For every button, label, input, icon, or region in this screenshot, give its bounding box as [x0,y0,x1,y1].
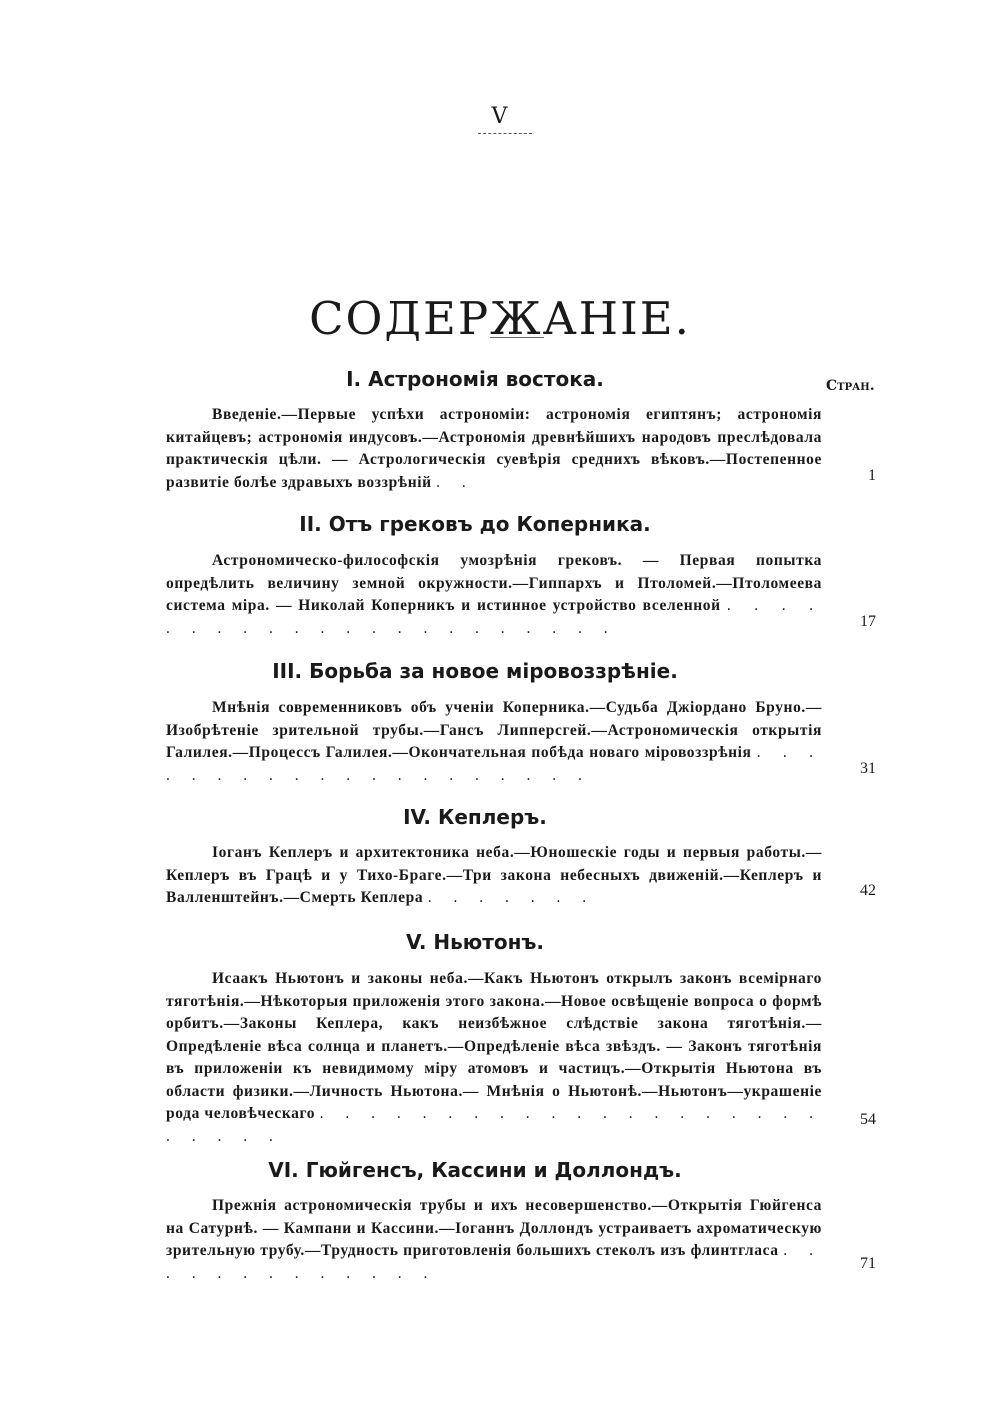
section-title-1: I. Астрономія востока. [346,367,604,391]
leader-dots: . . . . . . . [427,889,596,906]
leader-dots: . . . . . . . . . . . . . [166,1242,822,1282]
page-number-rule [478,133,532,134]
section-title-6: VI. Гюйгенсъ, Кассини и Доллондъ. [268,1158,682,1182]
section-title-5: V. Ньютонъ. [405,930,545,954]
section-page-1: 1 [868,467,876,484]
section-summary-text: Іоганъ Кеплеръ и архитектоника неба.—Юношескіе годы и первыя работы.—Кеплеръ въ Грацѣ и у Тихо-Браге.—Три закона небесныхъ движеній.—Кеплеръ и Валленштейнъ.—Смерть Кеплера [166,844,822,906]
section-summary-text: Прежнія астрономическія трубы и ихъ несовершенство.—Открытія Гюйгенса на Сатурнѣ. — Кампани и Кассини.—Іоганнъ Доллондъ устраиваетъ ахроматическую зрительную трубу.—Трудность приготовленія большихъ стеколъ изъ флинтгласа [166,1197,822,1259]
section-page-2: 17 [860,613,876,630]
title-divider [490,337,544,338]
section-title-4: IV. Кеплеръ. [403,805,547,829]
page-column-label: Стран. [826,378,875,394]
section-page-5: 54 [860,1111,876,1128]
section-summary-4 [166,842,822,910]
section-summary-1 [166,404,822,494]
section-summary-text: Астрономическо-философскія умозрѣнія грековъ. — Первая попытка опредѣлить величину земной окружности.—Гиппархъ и Птоломей.—Птоломеева система міра. — Николай Коперникъ и истинное устройство вселенной [166,552,822,614]
section-title-3: III. Борьба за новое міровоззрѣніе. [272,659,678,683]
leader-dots: . . [436,473,475,491]
section-page-6: 71 [860,1255,876,1272]
section-summary-text: Введеніе.—Первые успѣхи астрономіи: астрономія египтянъ; астрономія китайцевъ; астрономія индусовъ.—Астрономія древнѣйшихъ народовъ преслѣдовала практическія цѣли. — Астрологическія суевѣрія среднихъ вѣковъ.—Постепенное развитіе болѣе здравыхъ воззрѣній [166,406,822,491]
section-summary-6 [166,1195,822,1285]
section-summary-text: Исаакъ Ньютонъ и законы неба.—Какъ Ньютонъ открылъ законъ всемірнаго тяготѣнія.—Нѣкоторыя приложенія этого закона.—Новое освѣщеніе вопроса о формѣ орбитъ.—Законы Кеплера, какъ неизбѣжное слѣдствіе закона тяготѣнія.—Опредѣленіе вѣса солнца и планетъ.—Опредѣленіе вѣса звѣздъ. — Законъ тяготѣнія въ приложеніи къ невидимому міру атомовъ и частицъ.—Открытія Ньютона въ области физики.—Личность Ньютона.— Мнѣнія о Ньютонѣ.—Ньютонъ—украшеніе рода человѣческаго [166,970,822,1122]
section-summary-3 [166,697,822,787]
leader-dots: . . . . . . . . . . . . . . . . . . . . . . . . . [166,1105,823,1145]
page-title: СОДЕРЖАНІЕ. [309,292,691,346]
section-summary-text: Мнѣнія современниковъ объ ученіи Коперника.—Судьба Джіордано Бруно.—Изобрѣтеніе зрительной трубы.—Гансъ Липперсгей.—Астрономическія открытія Галилея.—Процессъ Галилея.—Окончательная побѣда новаго міровоззрѣнія [166,699,822,761]
section-page-3: 31 [860,760,876,777]
page-number: V [491,104,509,129]
leader-dots: . . . . . . . . . . . . . . . . . . . . . . [166,597,822,637]
section-summary-2 [166,550,822,640]
section-title-2: II. Отъ грековъ до Коперника. [299,512,651,536]
section-summary-5 [166,968,822,1148]
leader-dots: . . . . . . . . . . . . . . . . . . . . [166,744,822,784]
section-page-4: 42 [860,882,876,899]
